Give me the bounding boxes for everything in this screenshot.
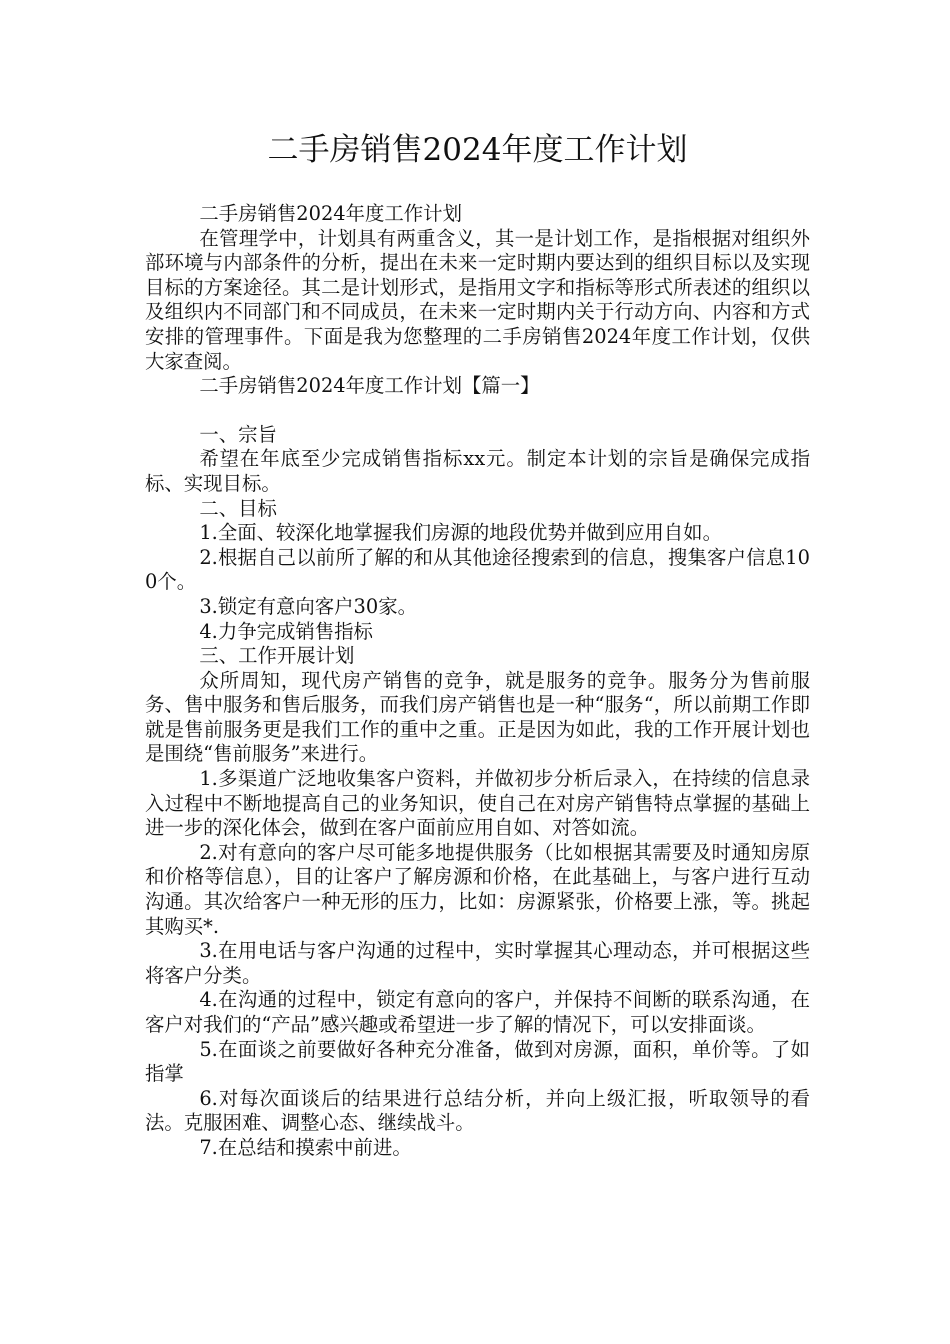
goal-item-3: 3.锁定有意向客户30家。 [199, 594, 418, 618]
goal-item-4: 4.力争完成销售指标 [199, 619, 373, 643]
plan-item-6: 6.对每次面谈后的结果进行总结分析，并向上级汇报，听取领导的看法。克服困难、调整心态、继续战斗。 [145, 1086, 810, 1135]
plan-item-4: 4.在沟通的过程中，锁定有意向的客户，并保持不间断的联系沟通，在客户对我们的“产品”感兴趣或希望进一步了解的情况下，可以安排面谈。 [145, 988, 810, 1036]
plan-item-5: 5.在面谈之前要做好各种充分准备，做到对房源，面积，单价等。了如指掌 [145, 1037, 810, 1086]
plan-item-2: 2.对有意向的客户尽可能多地提供服务（比如根据其需要及时通知房原和价格等信息），目的让客户了解房源和价格，在此基础上，与客户进行互动沟通。其次给客户一种无形的压力，比如：房源紧张，价格要上涨，等。挑起其购买*. [145, 840, 810, 938]
plan-item-7: 7.在总结和摸索中前进。 [199, 1135, 412, 1159]
plan-item-3: 3.在用电话与客户沟通的过程中，实时掌握其心理动态，并可根据这些将客户分类。 [145, 939, 810, 987]
paragraph-purpose: 希望在年底至少完成销售指标xx元。制定本计划的宗旨是确保完成指标、实现目标。 [145, 447, 810, 495]
blank-line [145, 399, 810, 423]
paragraph-section-heading: 二手房销售2024年度工作计划【篇一】 [199, 374, 540, 398]
paragraph-subtitle: 二手房销售2024年度工作计划 [199, 202, 462, 225]
document-title: 二手房销售2024年度工作计划 [267, 132, 688, 168]
plan-item-1: 1.多渠道广泛地收集客户资料，并做初步分析后录入，在持续的信息录入过程中不断地提高自己的业务知识，使自己在对房产销售特点掌握的基础上进一步的深化体会，做到在客户面前应用自如、对答如流。 [145, 767, 810, 840]
paragraph-work-plan: 众所周知，现代房产销售的竞争，就是服务的竞争。服务分为售前服务、售中服务和售后服务，而我们房产销售也是一种“服务“，所以前期工作即就是售前服务更是我们工作的重中之重。正是因为如此，我的工作开展计划也是围绕“售前服务”来进行。 [145, 668, 810, 766]
heading-purpose: 一、宗旨 [199, 422, 277, 446]
goal-item-2: 2.根据自己以前所了解的和从其他途径搜索到的信息，搜集客户信息100个。 [145, 545, 810, 594]
document-page [145, 128, 810, 1161]
heading-work-plan: 三、工作开展计划 [199, 644, 355, 668]
paragraph-intro: 在管理学中，计划具有两重含义，其一是计划工作，是指根据对组织外部环境与内部条件的分析，提出在未来一定时期内要达到的组织目标以及实现目标的方案途径。其二是计划形式，是指用文字和指标等形式所表述的组织以及组织内不同部门和不同成员，在未来一定时期内关于行动方向、内容和方式安排的管理事件。下面是我为您整理的二手房销售2024年度工作计划，仅供大家查阅。 [145, 226, 810, 373]
goal-item-1: 1.全面、较深化地掌握我们房源的地段优势并做到应用自如。 [199, 521, 722, 545]
heading-goals: 二、目标 [199, 496, 277, 520]
